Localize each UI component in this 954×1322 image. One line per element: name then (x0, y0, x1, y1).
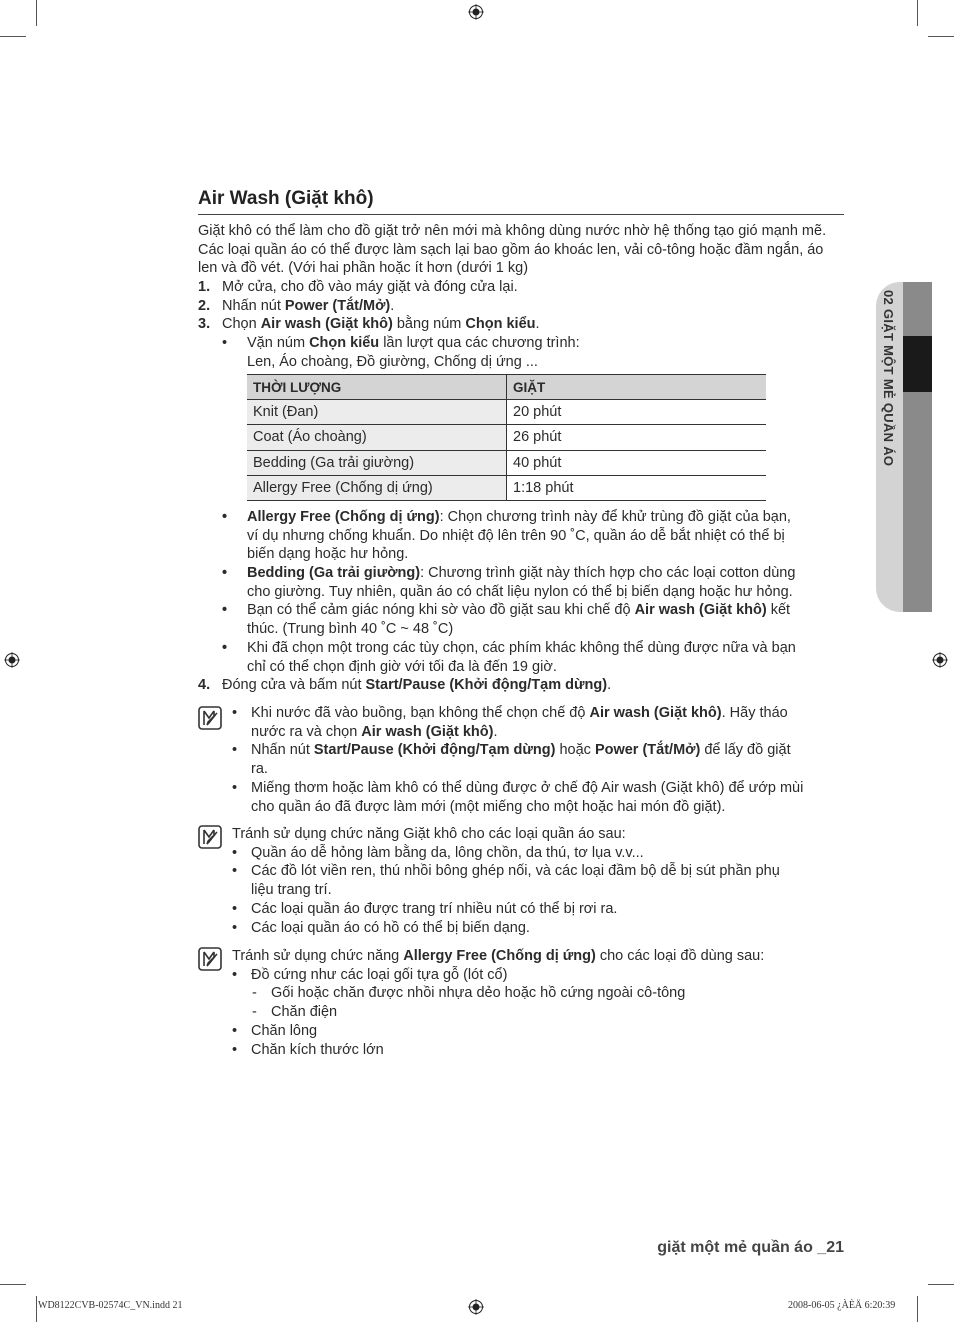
text: Chăn kích thước lớn (251, 1041, 384, 1058)
text: Gối hoặc chăn được nhồi nhựa dẻo hoặc hồ cứng ngoài cô-tông (271, 985, 686, 1002)
chapter-side-tab-label: 02 GIẶT MỘT MẺ QUẦN ÁO (881, 290, 896, 467)
step-number: 1. (198, 279, 211, 295)
note-item (232, 704, 846, 741)
bullet-icon: • (232, 705, 238, 721)
text: Chăn lông (251, 1022, 318, 1039)
note-1 (232, 704, 846, 816)
bullet-allergy-free (222, 508, 842, 564)
bold-text: Chọn kiểu (309, 335, 380, 351)
bold-text: Allergy Free (Chống dị ứng) (403, 948, 596, 964)
chapter-side-tab-band (903, 282, 932, 612)
table-cell: 26 phút (507, 425, 767, 450)
text: Khi nước đã vào buồng, bạn không thể chọn chế độ (251, 705, 590, 721)
table-cell: Knit (Đan) (247, 400, 507, 425)
note-subitem (232, 984, 846, 1003)
table-header-cell: GIẶT (507, 375, 767, 400)
step-4 (198, 676, 838, 695)
text: cho giường. Tuy nhiên, quần áo có chất liệu nylon có thể bị biến dạng hoặc hư hỏng. (247, 583, 793, 600)
intro-paragraph: Giặt khô có thể làm cho đồ giặt trở nên mới mà không dùng nước nhờ hệ thống tạo gió mạnh mẽ. Các loại quần áo có thể được làm sạch lại bao gồm áo khoác len, vải cô-tông hoặc đầm ngắn, áo len và đồ vét. (Với hai phần hoặc ít hơn (dưới 1 kg) (198, 223, 827, 277)
bullet-icon: • (222, 640, 228, 656)
note-item (232, 1041, 846, 1060)
table-cell: Coat (Áo choàng) (247, 425, 507, 450)
table-row (247, 425, 766, 450)
table-row (247, 475, 766, 500)
note-2 (232, 825, 846, 937)
bullet-icon: • (222, 565, 228, 581)
note-heading: Tránh sử dụng chức năng Giặt khô cho các loại quần áo sau: (232, 826, 626, 842)
bullet-icon: • (232, 779, 238, 796)
table-cell: 20 phút (507, 400, 767, 425)
crop-mark (928, 36, 954, 37)
bullet-icon: • (232, 1022, 238, 1039)
step-text: . (535, 316, 540, 332)
file-slug: WD8122CVB-02574C_VN.indd 21 (38, 1300, 183, 1311)
table-cell: 1:18 phút (507, 475, 767, 500)
step-text: Đóng cửa và bấm nút (222, 677, 366, 693)
text: nước ra và chọn (251, 723, 362, 740)
text: : Chương trình giặt này thích hợp cho các loại cotton dùng (420, 565, 796, 581)
crop-mark (0, 36, 26, 37)
date-slug: 2008-06-05 ¿ÀÈÄ 6:20:39 (788, 1300, 896, 1311)
text: . Hãy tháo (721, 705, 788, 721)
note-item (232, 900, 846, 919)
text: ra. (251, 761, 268, 778)
text: Tránh sử dụng chức năng (232, 948, 404, 964)
section-title: Air Wash (Giặt khô) (198, 188, 374, 209)
note-item (232, 741, 846, 778)
registration-mark-icon (932, 652, 948, 668)
table-row (247, 450, 766, 475)
bullet-bedding (222, 564, 842, 601)
registration-mark-icon (468, 4, 484, 20)
text: Khi đã chọn một trong các tùy chọn, các phím khác không thể dùng được nữa và bạn (247, 640, 796, 656)
note-item (232, 844, 846, 863)
duration-table (247, 374, 766, 501)
bullet-icon: • (232, 966, 238, 983)
bullet-icon: • (232, 900, 238, 917)
note-3 (232, 947, 846, 1059)
text: biến dạng hoặc hư hỏng. (247, 546, 409, 563)
text: thúc. (Trung bình 40 ˚C ~ 48 ˚C) (247, 620, 454, 637)
text: Nhấn nút (251, 742, 314, 759)
bold-text: Allergy Free (Chống dị ứng) (247, 509, 440, 525)
table-row (247, 400, 766, 425)
bullet-icon: • (232, 863, 238, 880)
note-item (232, 919, 846, 938)
bullet-icon: • (232, 742, 238, 759)
crop-mark (0, 1284, 26, 1285)
table-cell: 40 phút (507, 450, 767, 475)
step-text: Nhấn nút (222, 298, 285, 314)
text: Đồ cứng như các loại gối tựa gỗ (lót cổ) (251, 966, 508, 983)
step-3-subbullet (222, 334, 822, 371)
registration-mark-icon (4, 652, 20, 668)
bullet-icon: • (232, 844, 238, 861)
note-item (232, 1022, 846, 1041)
crop-mark (917, 1296, 918, 1322)
bold-text: Air wash (Giặt khô) (361, 723, 494, 740)
text: Miếng thơm hoặc làm khô có thể dùng được ở chế độ Air wash (Giặt khô) để ướp mùi (251, 779, 804, 796)
text: Các loại quần áo có hồ có thể bị biến dạng. (251, 919, 530, 936)
text: ví dụ nhưng chống khuẩn. Do nhiệt độ lên trên 90 ˚C, quần áo dễ bắt nhiệt có thể bị (247, 527, 785, 544)
text: Vặn núm (247, 335, 310, 351)
bullet-hot-laundry (222, 601, 842, 638)
bullet-icon: • (232, 1041, 238, 1058)
note-item (232, 862, 846, 899)
table-cell: Allergy Free (Chống dị ứng) (247, 475, 507, 500)
step-text: bằng núm (392, 316, 466, 332)
bullet-icon: • (232, 919, 238, 936)
text: Bạn có thể cảm giác nóng khi sờ vào đồ giặt sau khi chế độ (247, 602, 635, 618)
crop-mark (36, 1296, 37, 1322)
step-2 (198, 297, 838, 316)
bullet-icon: • (222, 335, 228, 351)
crop-mark (928, 1284, 954, 1285)
text: : Chọn chương trình này để khử trùng đồ giặt của bạn, (439, 509, 791, 525)
table-header-cell: THỜI LƯỢNG (247, 375, 507, 400)
text: Len, Áo choàng, Đồ giường, Chống dị ứng ... (247, 353, 538, 370)
bold-text: Bedding (Ga trải giường) (247, 565, 421, 581)
step-1 (198, 278, 838, 297)
step-number: 2. (198, 298, 211, 314)
registration-mark-icon (468, 1299, 484, 1315)
table-header-row (247, 375, 766, 400)
step-bold: Start/Pause (Khởi động/Tạm dừng) (365, 677, 608, 693)
text: chỉ có thể chọn định giờ với tối đa là đến 19 giờ. (247, 658, 557, 675)
step-number: 3. (198, 316, 211, 332)
step-bold: Chọn kiểu (465, 316, 536, 332)
bold-text: Air wash (Giặt khô) (634, 602, 767, 618)
text: Chăn điện (271, 1004, 338, 1021)
step-bold: Air wash (Giặt khô) (260, 316, 393, 332)
dash-icon: - (252, 985, 257, 1002)
bullet-icon: • (222, 602, 228, 618)
chapter-side-tab-marker (903, 336, 932, 392)
table-cell: Bedding (Ga trải giường) (247, 450, 507, 475)
note-icon (198, 947, 222, 971)
bullet-options-locked (222, 639, 842, 676)
note-item (232, 966, 846, 985)
bold-text: Start/Pause (Khởi động/Tạm dừng) (313, 742, 556, 759)
note-icon (198, 825, 222, 849)
text: cho quần áo đã được làm mới (một miếng cho một hoặc hai món đồ giặt). (251, 798, 726, 815)
note-icon (198, 706, 222, 730)
step-3 (198, 315, 838, 334)
step-text: Chọn (222, 316, 261, 332)
text: lần lượt qua các chương trình: (379, 335, 580, 351)
step-bold: Power (Tắt/Mở) (284, 298, 391, 314)
text: liệu trang trí. (251, 882, 332, 899)
text: hoặc (555, 742, 595, 759)
text: để lấy đồ giặt (700, 742, 791, 759)
step-text: . (607, 677, 612, 693)
bold-text: Power (Tắt/Mở) (594, 742, 701, 759)
note-item (232, 779, 846, 816)
dash-icon: - (252, 1004, 257, 1021)
text: Các loại quần áo được trang trí nhiều nút có thể bị rơi ra. (251, 900, 618, 917)
crop-mark (36, 0, 37, 26)
note-subitem (232, 1003, 846, 1022)
text: cho các loại đồ dùng sau: (595, 948, 765, 964)
bold-text: Air wash (Giặt khô) (589, 705, 722, 721)
bullet-icon: • (222, 509, 228, 525)
text: . (493, 723, 498, 740)
crop-mark (917, 0, 918, 26)
page-footer: giặt một mẻ quần áo _21 (657, 1239, 844, 1256)
text: kết (766, 602, 791, 618)
note-heading (232, 947, 846, 966)
text: Quần áo dễ hỏng làm bằng da, lông chồn, da thú, tơ lụa v.v... (251, 844, 644, 861)
step-text: Mở cửa, cho đồ vào máy giặt và đóng cửa lại. (222, 279, 518, 295)
title-rule (198, 214, 844, 215)
text: Các đồ lót viền ren, thú nhồi bông ghép nối, và các loại đầm bộ dễ bị sút phần phụ (251, 863, 780, 880)
step-text: . (390, 298, 395, 314)
step-number: 4. (198, 677, 211, 693)
